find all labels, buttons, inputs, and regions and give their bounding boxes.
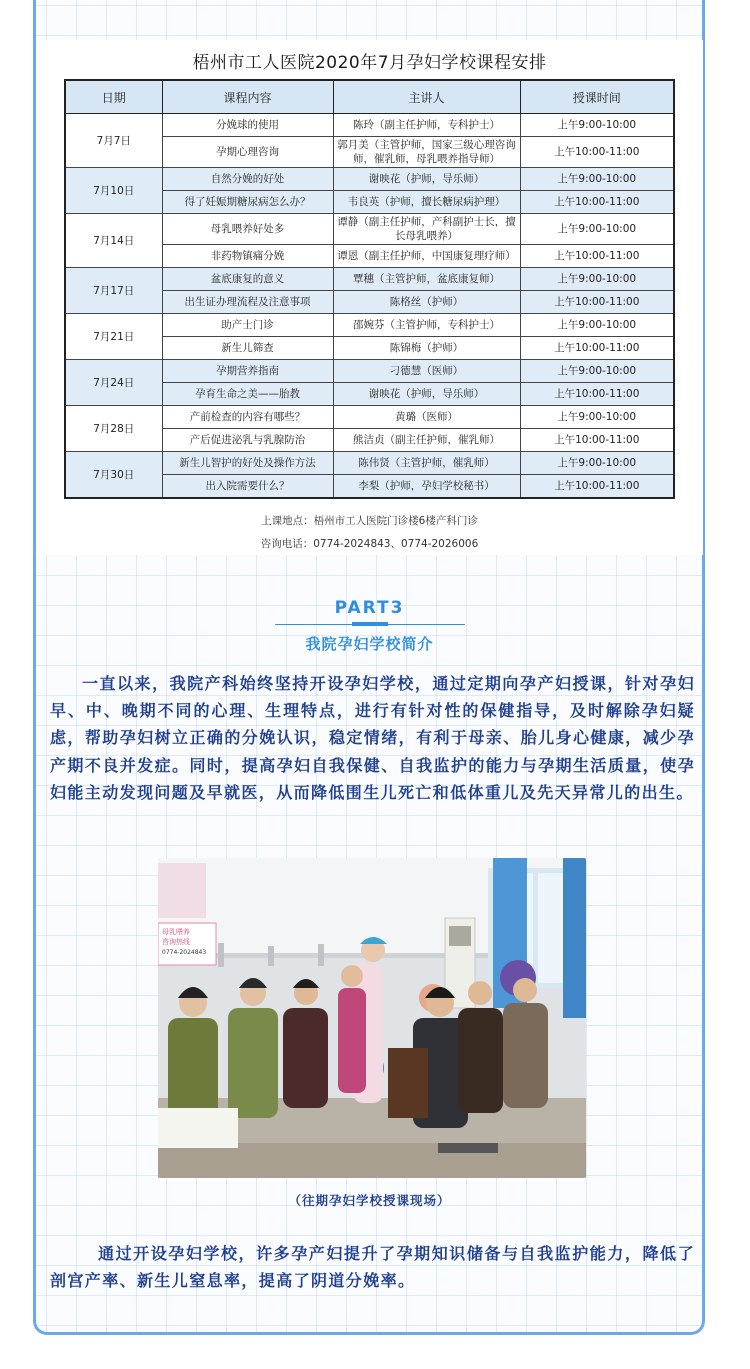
course-cell: 自然分娩的好处 xyxy=(162,168,333,191)
speaker-cell: 熊洁贞（副主任护师，催乳师） xyxy=(333,429,520,452)
date-cell: 7月30日 xyxy=(65,452,162,499)
time-cell: 上午9:00-10:00 xyxy=(520,268,674,291)
photo-caption: （往期孕妇学校授课现场） xyxy=(288,1193,451,1208)
speaker-cell: 谭静（副主任护师，产科副护士长，擅长母乳喂养） xyxy=(333,214,520,245)
speaker-cell: 覃穗（主管护师，盆底康复师） xyxy=(333,268,520,291)
speaker-cell: 谢映花（护师，导乐师） xyxy=(333,168,520,191)
header-speaker: 主讲人 xyxy=(333,80,520,114)
course-cell: 新生儿筛查 xyxy=(162,337,333,360)
time-cell: 上午10:00-11:00 xyxy=(520,191,674,214)
course-cell: 产前检查的内容有哪些？ xyxy=(162,406,333,429)
date-cell: 7月7日 xyxy=(65,114,162,168)
time-cell: 上午10:00-11:00 xyxy=(520,245,674,268)
speaker-cell: 郭月美（主管护师，国家三级心理咨询师，催乳师，母乳喂养指导师） xyxy=(333,137,520,168)
course-cell: 非药物镇痛分娩 xyxy=(162,245,333,268)
course-cell: 得了妊娠期糖尿病怎么办？ xyxy=(162,191,333,214)
poster-line-3: 0774-2024843 xyxy=(162,949,207,956)
course-cell: 出入院需要什么？ xyxy=(162,475,333,499)
table-header-row xyxy=(65,80,674,114)
date-cell: 7月24日 xyxy=(65,360,162,406)
time-cell: 上午10:00-11:00 xyxy=(520,137,674,168)
date-cell: 7月10日 xyxy=(65,168,162,214)
course-cell: 孕期营养指南 xyxy=(162,360,333,383)
speaker-cell: 李梨（护师，孕妇学校秘书） xyxy=(333,475,520,499)
time-cell: 上午10:00-11:00 xyxy=(520,291,674,314)
course-cell: 助产士门诊 xyxy=(162,314,333,337)
course-cell: 盆底康复的意义 xyxy=(162,268,333,291)
speaker-cell: 陈锦梅（护师） xyxy=(333,337,520,360)
time-cell: 上午10:00-11:00 xyxy=(520,429,674,452)
class-location: 上课地点：梧州市工人医院门诊楼6楼产科门诊 xyxy=(261,515,478,527)
course-cell: 出生证办理流程及注意事项 xyxy=(162,291,333,314)
schedule-title: 梧州市工人医院2020年7月孕妇学校课程安排 xyxy=(192,53,547,73)
time-cell: 上午9:00-10:00 xyxy=(520,452,674,475)
schedule-body xyxy=(65,114,674,499)
header-date: 日期 xyxy=(65,80,162,114)
course-cell: 母乳喂养好处多 xyxy=(162,214,333,245)
time-cell: 上午9:00-10:00 xyxy=(520,168,674,191)
speaker-cell: 黄璐（医师） xyxy=(333,406,520,429)
course-cell: 新生儿智护的好处及操作方法 xyxy=(162,452,333,475)
consult-phone: 咨询电话：0774-2024843、0774-2026006 xyxy=(260,538,479,550)
time-cell: 上午9:00-10:00 xyxy=(520,114,674,137)
header-time: 授课时间 xyxy=(520,80,674,114)
poster-line-1: 母乳喂养 xyxy=(162,928,190,936)
time-cell: 上午10:00-11:00 xyxy=(520,475,674,499)
schedule-table xyxy=(64,79,675,499)
speaker-cell: 刁德慧（医师） xyxy=(333,360,520,383)
table-row xyxy=(65,268,674,291)
date-cell: 7月17日 xyxy=(65,268,162,314)
time-cell: 上午10:00-11:00 xyxy=(520,337,674,360)
date-cell: 7月28日 xyxy=(65,406,162,452)
table-row xyxy=(65,314,674,337)
table-row xyxy=(65,406,674,429)
part-label: PART3 xyxy=(334,598,405,618)
time-cell: 上午9:00-10:00 xyxy=(520,406,674,429)
course-cell: 孕育生命之美——胎教 xyxy=(162,383,333,406)
speaker-cell: 谭恩（副主任护师，中国康复理疗师） xyxy=(333,245,520,268)
time-cell: 上午9:00-10:00 xyxy=(520,314,674,337)
section-subtitle: 我院孕妇学校简介 xyxy=(305,635,434,653)
course-cell: 孕期心理咨询 xyxy=(162,137,333,168)
speaker-cell: 邵婉芬（主管护师，专科护士） xyxy=(333,314,520,337)
table-row xyxy=(65,168,674,191)
table-row xyxy=(65,114,674,137)
time-cell: 上午10:00-11:00 xyxy=(520,383,674,406)
part-divider-accent xyxy=(352,622,388,626)
course-cell: 产后促进泌乳与乳腺防治 xyxy=(162,429,333,452)
closing-paragraph: 通过开设孕妇学校，许多孕产妇提升了孕期知识储备与自我监护能力，降低了剖宫产率、新生儿窒息率，提高了阴道分娩率。 xyxy=(50,1244,695,1291)
class-photo xyxy=(158,858,586,1178)
time-cell: 上午9:00-10:00 xyxy=(520,360,674,383)
speaker-cell: 陈伟贤（主管护师，催乳师） xyxy=(333,452,520,475)
date-cell: 7月14日 xyxy=(65,214,162,268)
speaker-cell: 陈格丝（护师） xyxy=(333,291,520,314)
speaker-cell: 陈玲（副主任护师，专科护士） xyxy=(333,114,520,137)
speaker-cell: 韦良英（护师，擅长糖尿病护理） xyxy=(333,191,520,214)
table-row xyxy=(65,214,674,245)
table-row xyxy=(65,452,674,475)
date-cell: 7月21日 xyxy=(65,314,162,360)
intro-paragraph: 一直以来，我院产科始终坚持开设孕妇学校，通过定期向孕产妇授课，针对孕妇早、中、晚期不同的心理、生理特点，进行有针对性的保健指导，及时解除孕妇疑虑，帮助孕妇树立正确的分娩认识，稳定情绪，有利于母亲、胎儿身心健康，减少孕产期不良并发症。同时，提高孕妇自我保健、自我监护的能力与孕期生活质量，使孕妇能主动发现问题及早就医，从而降低围生儿死亡和低体重儿及先天异常儿的出生。 xyxy=(50,674,695,802)
course-cell: 分娩球的使用 xyxy=(162,114,333,137)
poster-line-2: 咨询热线 xyxy=(162,938,190,946)
speaker-cell: 谢映花（护师，导乐师） xyxy=(333,383,520,406)
table-row xyxy=(65,360,674,383)
header-course: 课程内容 xyxy=(162,80,333,114)
time-cell: 上午9:00-10:00 xyxy=(520,214,674,245)
